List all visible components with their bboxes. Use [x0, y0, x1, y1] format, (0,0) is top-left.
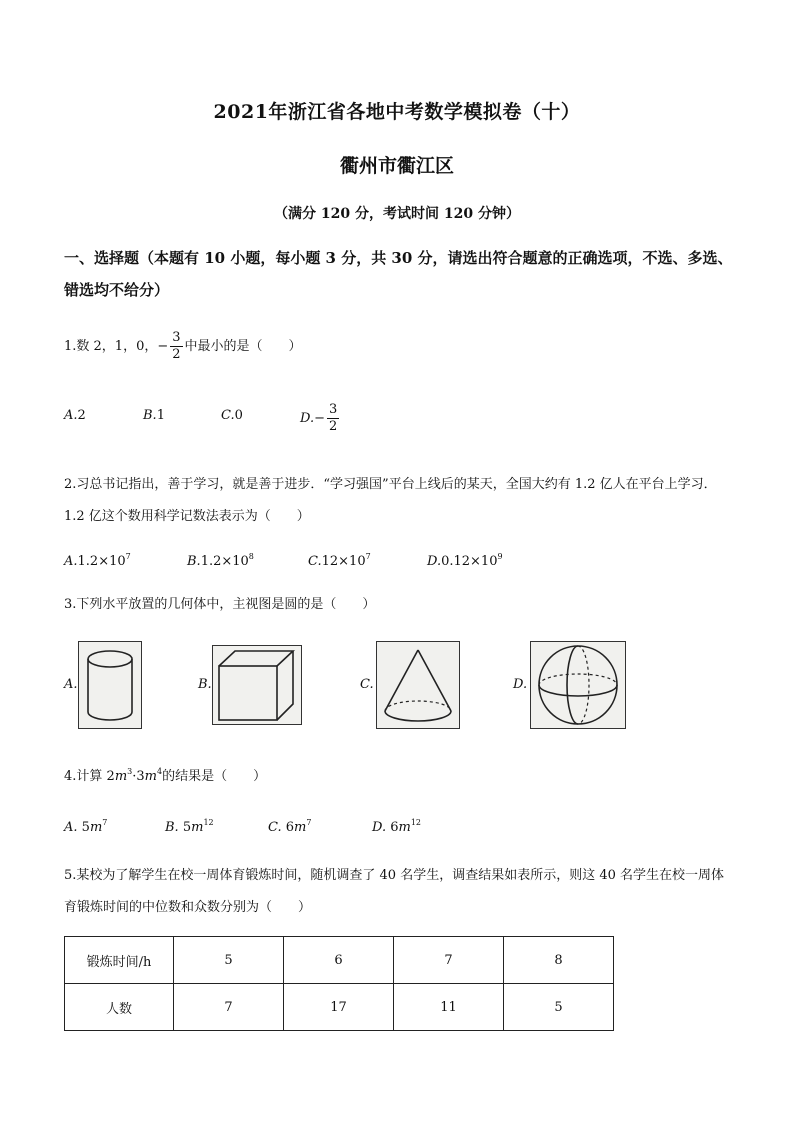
- option-label: A.: [64, 408, 78, 423]
- option-value: 2: [77, 408, 86, 423]
- table-cell: 7: [394, 937, 504, 984]
- option-exponent: 12: [410, 818, 422, 827]
- option-value: 0.12×10: [441, 554, 498, 569]
- table-cell: 锻炼时间/h: [65, 937, 174, 984]
- option-label: D.: [300, 411, 315, 426]
- section-heading: 一、选择题（本题有 10 小题，每小题 3 分，共 30 分，请选出符合题意的正确选项，不选、多选、错选均不给分）: [64, 249, 733, 299]
- table-row: [65, 984, 614, 1031]
- cube-icon[interactable]: [212, 645, 302, 725]
- option-label: C.: [360, 677, 374, 692]
- question-4: [64, 756, 736, 793]
- option-exponent: 8: [248, 552, 254, 561]
- q1-option-a[interactable]: [64, 408, 86, 423]
- q1-option-d[interactable]: [300, 402, 341, 435]
- option-var: m: [89, 820, 103, 835]
- page-title: 2021年浙江省各地中考数学模拟卷（十）: [213, 101, 581, 123]
- option-label: D.: [372, 820, 387, 835]
- q1-d-fraction: [327, 402, 339, 435]
- table-cell: 8: [504, 937, 614, 984]
- q3-option-a-label: [64, 677, 78, 692]
- q4-option-d[interactable]: [372, 818, 421, 835]
- option-exponent: 7: [102, 818, 108, 827]
- cylinder-drawing: [79, 642, 141, 728]
- option-coef: 6: [390, 820, 399, 835]
- option-var: m: [294, 820, 307, 835]
- option-var: m: [191, 820, 204, 835]
- option-coef: 5: [81, 820, 90, 835]
- q4-option-c[interactable]: [268, 818, 311, 835]
- question-1: [64, 330, 736, 363]
- option-value: 0: [234, 408, 243, 423]
- option-label: C.: [221, 408, 235, 423]
- sphere-drawing: [531, 642, 625, 728]
- option-label: B.: [143, 408, 157, 423]
- cone-drawing: [377, 642, 459, 728]
- q4-prefix: 4.计算 2: [64, 769, 115, 784]
- q1-option-b[interactable]: [143, 408, 165, 423]
- q3-option-b-label: [198, 677, 212, 692]
- option-exponent: 7: [125, 552, 131, 561]
- q4-var: m: [114, 769, 128, 784]
- q2-option-d[interactable]: [427, 552, 503, 569]
- q3-option-c-label: [360, 677, 374, 692]
- cone-icon[interactable]: [376, 641, 460, 729]
- table-cell: 11: [394, 984, 504, 1031]
- option-label: D.: [513, 677, 528, 692]
- sphere-icon[interactable]: [530, 641, 626, 729]
- option-label: A.: [64, 677, 78, 692]
- option-label: D.: [427, 554, 442, 569]
- table-cell: 人数: [65, 984, 174, 1031]
- cylinder-icon[interactable]: [78, 641, 142, 729]
- option-label: B.: [187, 554, 201, 569]
- option-value: 1.2×10: [200, 554, 249, 569]
- option-label: C.: [308, 554, 322, 569]
- table-cell: 6: [284, 937, 394, 984]
- region-subtitle: 衢州市衢江区: [339, 155, 454, 177]
- question-2: 2.习总书记指出，善于学习，就是善于进步．“学习强国”平台上线后的某天，全国大约有 1.2 亿人在平台上学习．1.2 亿这个数用科学记数法表示为（ ）: [64, 477, 717, 524]
- option-exponent: 12: [203, 818, 214, 827]
- option-label: A.: [64, 820, 78, 835]
- q4-option-a[interactable]: [64, 818, 107, 835]
- option-exponent: 9: [497, 552, 503, 561]
- table-cell: 5: [504, 984, 614, 1031]
- exercise-time-table: [64, 936, 614, 1031]
- cube-drawing: [213, 646, 301, 724]
- q3-option-d-label: [513, 677, 527, 692]
- q1-frac-den: 2: [172, 347, 181, 362]
- option-value: 12×10: [321, 554, 366, 569]
- option-label: B.: [198, 677, 212, 692]
- frac-den: 2: [329, 419, 338, 434]
- table-cell: 7: [174, 984, 284, 1031]
- option-exponent: 7: [306, 818, 312, 827]
- q4-var: m: [144, 769, 157, 784]
- option-coef: 5: [182, 820, 192, 835]
- option-sign: −: [314, 411, 325, 426]
- q4-option-b[interactable]: [165, 818, 214, 835]
- option-label: A.: [64, 554, 78, 569]
- q4-exp: 4: [156, 767, 163, 776]
- q4-mult: ·3: [132, 769, 145, 784]
- q2-option-a[interactable]: [64, 552, 131, 569]
- frac-num: 3: [329, 402, 338, 417]
- q1-suffix: 中最小的是（ ）: [184, 339, 302, 354]
- option-value: 1.2×10: [77, 554, 126, 569]
- q1-fraction: [170, 330, 182, 363]
- q1-frac-num: 3: [172, 330, 181, 345]
- q4-exp: 3: [127, 767, 133, 776]
- q2-option-c[interactable]: [308, 552, 371, 569]
- q1-prefix: 1.数 2，1，0，−: [64, 339, 169, 354]
- q2-option-b[interactable]: [187, 552, 254, 569]
- q4-suffix: 的结果是（ ）: [162, 769, 267, 784]
- option-var: m: [398, 820, 411, 835]
- q1-option-c[interactable]: [221, 408, 243, 423]
- table-cell: 17: [284, 984, 394, 1031]
- exam-note: （满分 120 分，考试时间 120 分钟）: [274, 206, 520, 222]
- option-value: 1: [156, 408, 165, 423]
- option-exponent: 7: [365, 552, 371, 561]
- question-5: 5.某校为了解学生在校一周体育锻炼时间，随机调查了 40 名学生，调查结果如表所示，则这 40 名学生在校一周体育锻炼时间的中位数和众数分别为（ ）: [64, 868, 725, 915]
- table-row: [65, 937, 614, 984]
- option-label: C.: [268, 820, 282, 835]
- question-3: 3.下列水平放置的几何体中，主视图是圆的是（ ）: [64, 597, 376, 612]
- table-cell: 5: [174, 937, 284, 984]
- option-label: B.: [165, 820, 179, 835]
- option-coef: 6: [285, 820, 295, 835]
